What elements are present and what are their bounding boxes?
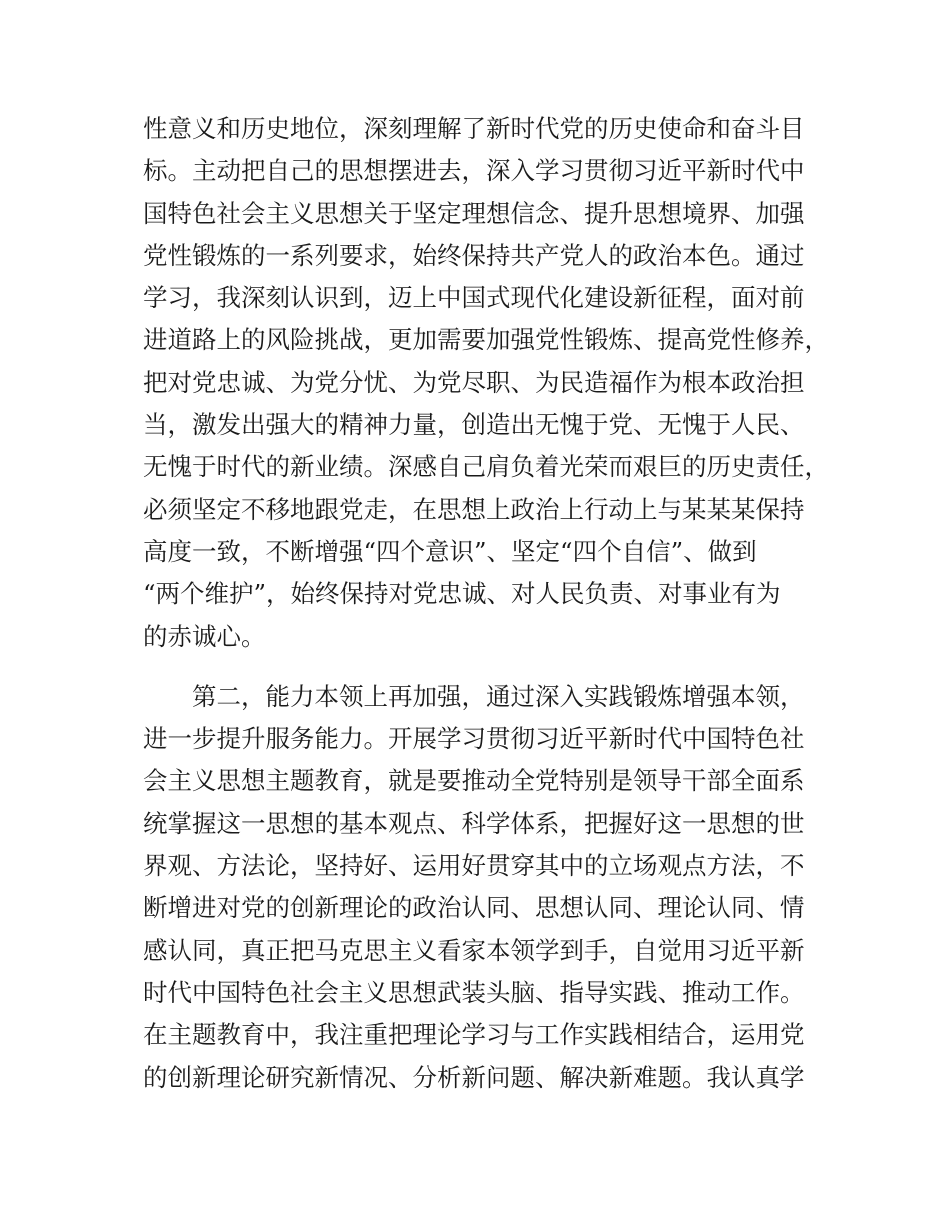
paragraph-line: 统掌握这一思想的基本观点、科学体系，把握好这一思想的世 xyxy=(143,808,805,838)
paragraph-line: 在主题教育中，我注重把理论学习与工作实践相结合，运用党 xyxy=(143,1020,805,1050)
paragraph-line: 党性锻炼的一系列要求，始终保持共产党人的政治本色。通过 xyxy=(143,240,805,270)
paragraph-line: 性意义和历史地位，深刻理解了新时代党的历史使命和奋斗目 xyxy=(143,114,805,143)
paragraph-line-first: 第二，能力本领上再加强，通过深入实践锻炼增强本领， xyxy=(192,681,805,711)
paragraph-line: 断增进对党的创新理论的政治认同、思想认同、理论认同、情 xyxy=(143,893,805,923)
document-body xyxy=(143,108,833,1099)
paragraph-line: 会主义思想主题教育，就是要推动全党特别是领导干部全面系 xyxy=(143,766,805,796)
paragraph-line: 标。主动把自己的思想摆进去，深入学习贯彻习近平新时代中 xyxy=(143,156,805,186)
paragraph-1 xyxy=(143,108,833,658)
paragraph-2 xyxy=(143,676,833,1099)
paragraph-line: 感认同，真正把马克思主义看家本领学到手，自觉用习近平新 xyxy=(143,935,805,965)
paragraph-line: 无愧于时代的新业绩。深感自己肩负着光荣而艰巨的历史责任， xyxy=(143,452,829,482)
paragraph-line: 国特色社会主义思想关于坚定理想信念、提升思想境界、加强 xyxy=(143,198,805,228)
paragraph-line: 的赤诚心。 xyxy=(143,621,266,651)
paragraph-line: 学习，我深刻认识到，迈上中国式现代化建设新征程，面对前 xyxy=(143,283,805,313)
paragraph-line: 把对党忠诚、为党分忧、为党尽职、为民造福作为根本政治担 xyxy=(143,367,805,397)
paragraph-line: 进一步提升服务能力。开展学习贯彻习近平新时代中国特色社 xyxy=(143,724,805,754)
paragraph-line: 进道路上的风险挑战，更加需要加强党性锻炼、提高党性修养， xyxy=(143,325,829,355)
paragraph-line: 时代中国特色社会主义思想武装头脑、指导实践、推动工作。 xyxy=(143,977,805,1007)
paragraph-line: 的创新理论研究新情况、分析新问题、解决新难题。我认真学 xyxy=(143,1062,805,1092)
paragraph-line: 高度一致，不断增强“四个意识”、坚定“四个自信”、做到 xyxy=(143,536,757,566)
paragraph-line: 界观、方法论，坚持好、运用好贯穿其中的立场观点方法，不 xyxy=(143,851,805,881)
paragraph-line: 必须坚定不移地跟党走，在思想上政治上行动上与某某某保持 xyxy=(143,494,805,524)
paragraph-line: 当，激发出强大的精神力量，创造出无愧于党、无愧于人民、 xyxy=(143,410,805,440)
paragraph-spacer xyxy=(143,658,833,676)
paragraph-line: “两个维护”，始终保持对党忠诚、对人民负责、对事业有为 xyxy=(143,579,781,609)
